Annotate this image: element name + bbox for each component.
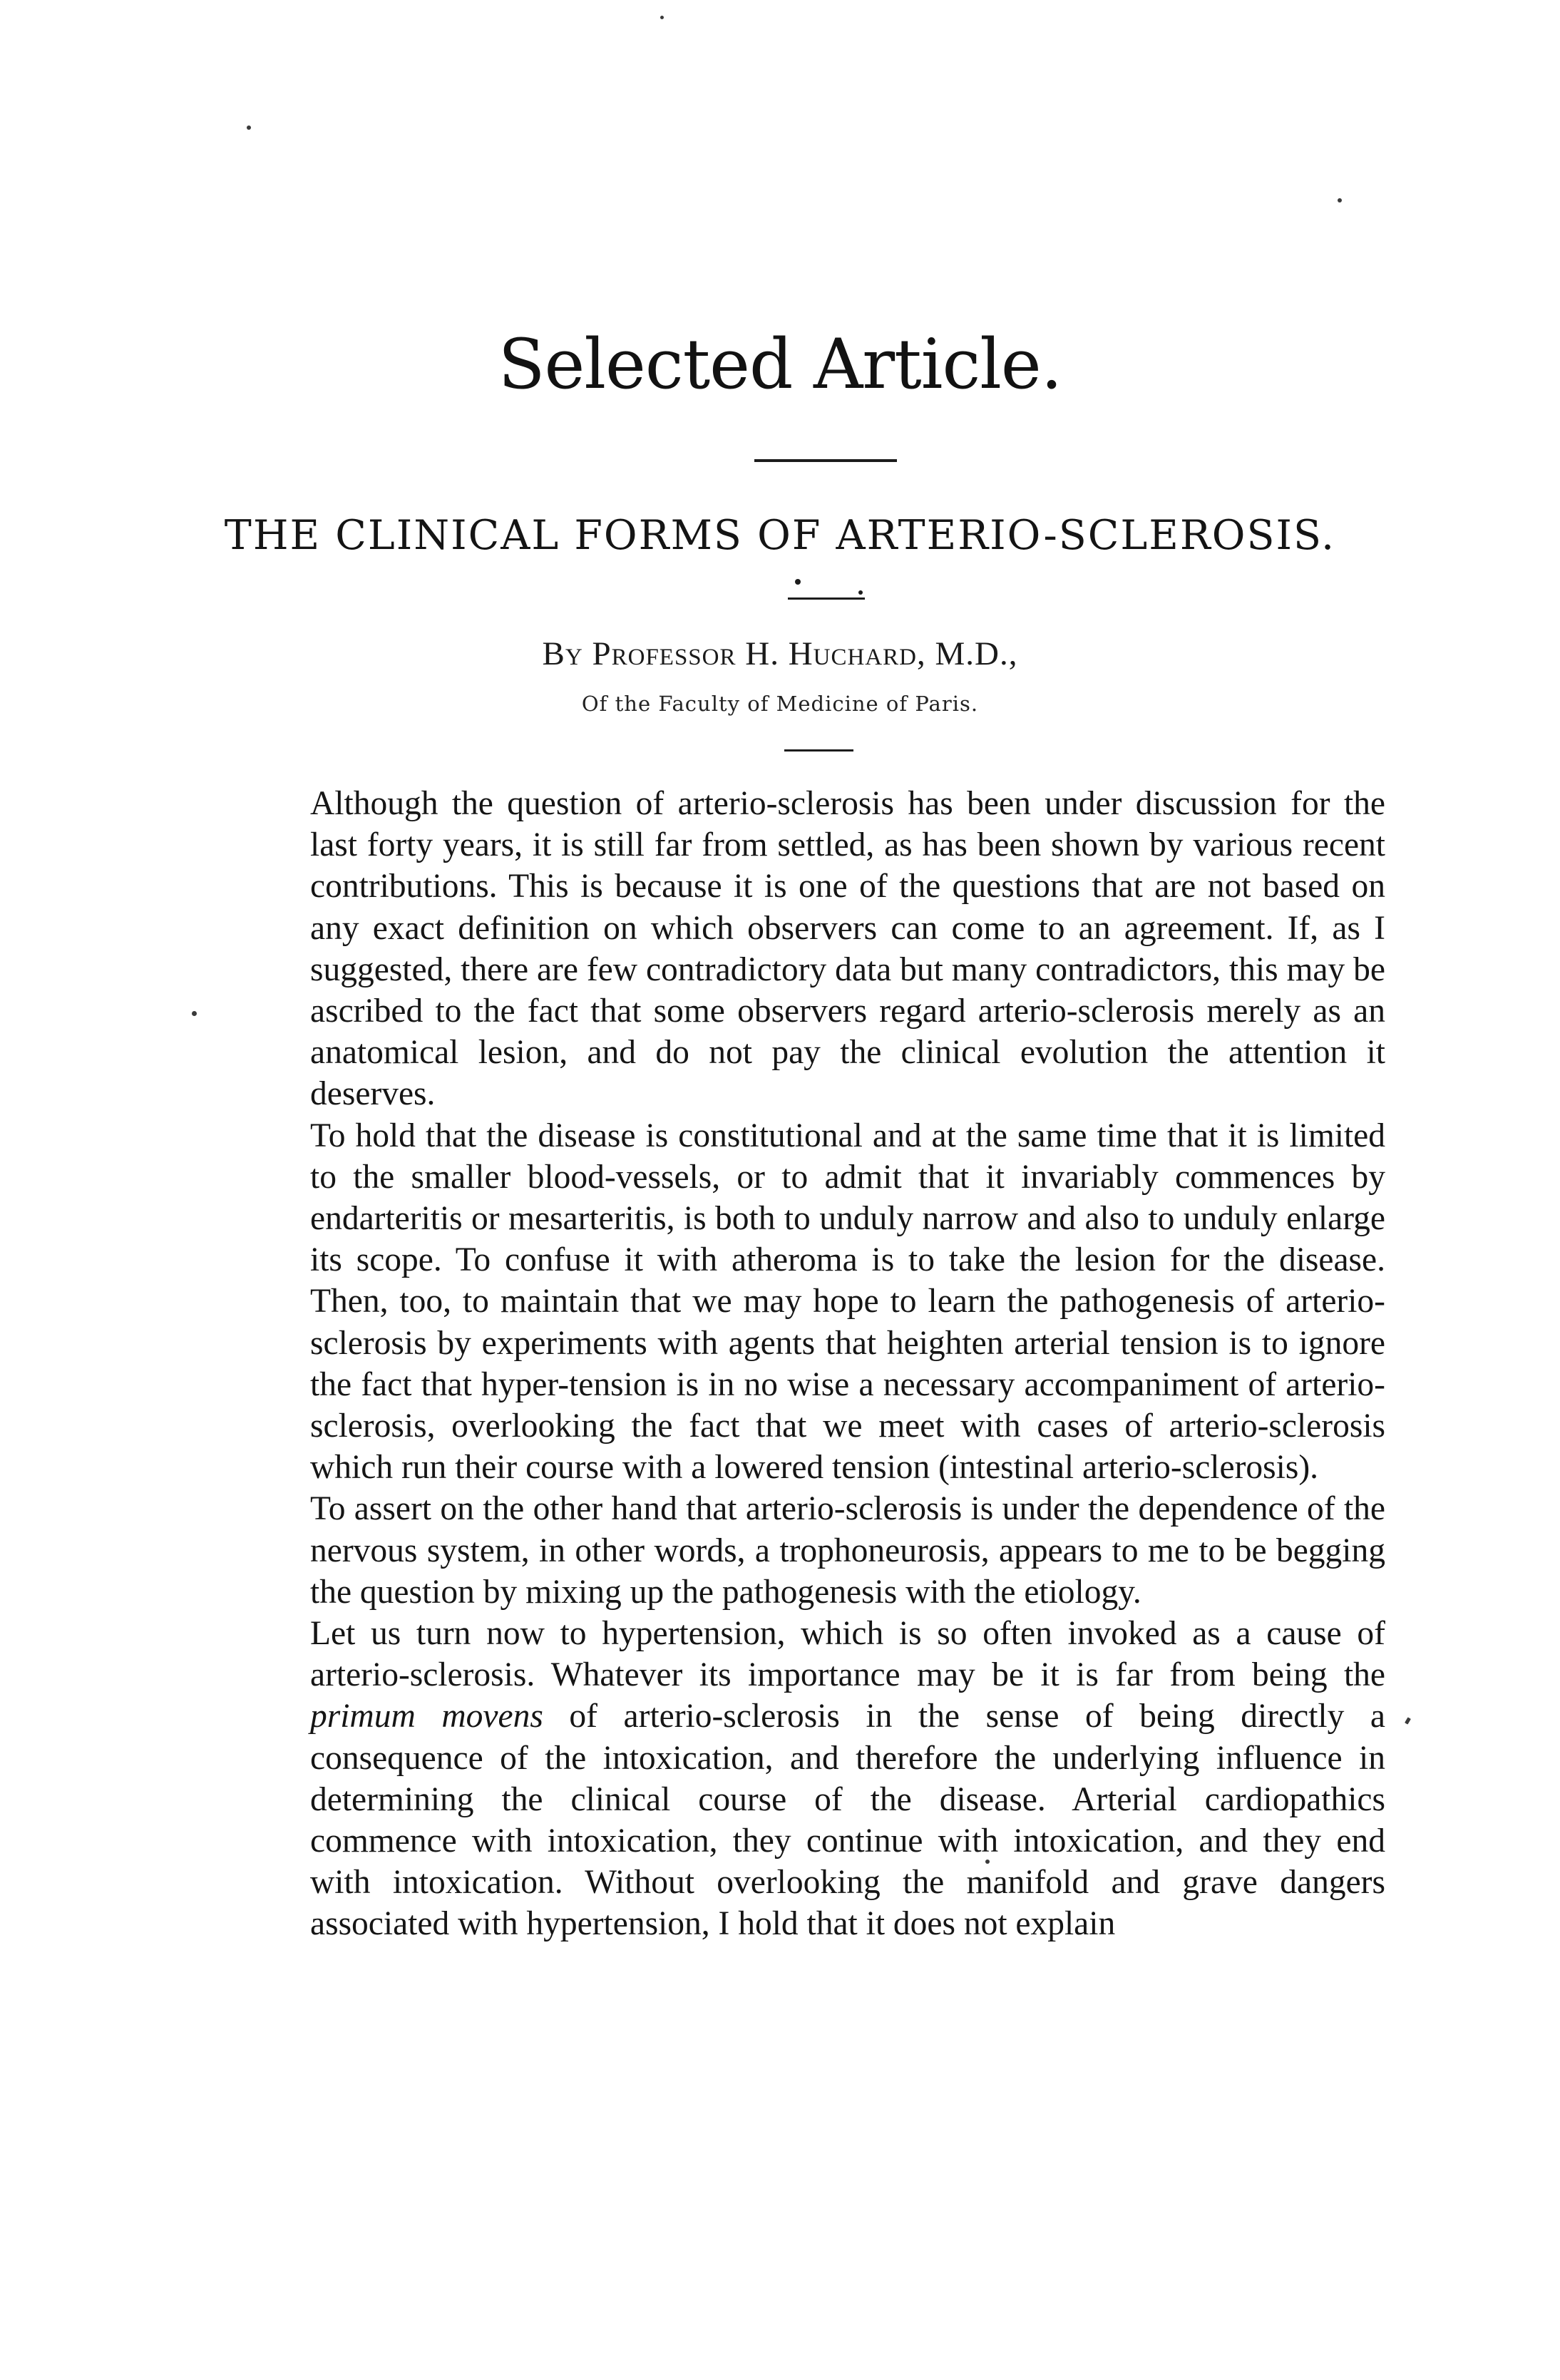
body-paragraph: To hold that the disease is constitutional and at the same time that it is limited to the smaller blood-vessels, or to admit that it invariably commences by endarteritis or mesarteritis, is both to unduly narrow and also to unduly enlarge its scope. To confuse it with atheroma is to take the lesion for the disease. Then, too, to maintain that we may hope to learn the pathogenesis of arterio-sclerosis by experiments with agents that heighten arterial tension is to ignore the fact that hyper-tension is in no wise a necessary accompaniment of arterio-sclerosis, overlooking the fact that we meet with cases of arterio-sclerosis which run their course with a lowered tension (intestinal arterio-sclerosis). — [310, 1117, 1385, 1487]
body-paragraph: Although the question of arterio-sclerosis has been under discussion for the last forty years, it is still far from settled, as has been shown by various recent contributions. This is because it is one of the questions that are not based on any exact definition on which observers can come to an agreement. If, as I suggested, there are few contradictory data but many contradictors, this may be ascribed to the fact that some observers regard arterio-sclerosis merely as an anatomical lesion, and do not pay the clinical evolution the attention it deserves. — [310, 785, 1385, 1113]
article-body — [310, 783, 1385, 1945]
body-paragraph: To assert on the other hand that arterio-sclerosis is under the dependence of the nervous system, in other words, a trophoneurosis, appears to me to be begging the question by mixing up the pathogenesis with the etiology. — [310, 1490, 1385, 1611]
paragraph-text: Let us turn now to hypertension, which is so often invoked as a cause of arterio-sclerosis. Whatever its importance may be it is far from being the — [310, 1615, 1385, 1694]
ornament-rule — [788, 597, 865, 600]
section-title: Selected Article. — [498, 324, 1062, 404]
scan-speck — [1338, 198, 1342, 202]
byline-rule — [784, 749, 853, 752]
article-title: THE CLINICAL FORMS OF ARTERIO-SCLEROSIS. — [224, 512, 1336, 559]
latin-phrase: primum movens — [310, 1698, 543, 1735]
ornament-dot — [858, 590, 863, 595]
paragraph-text: of arterio-sclerosis in the sense of being directly a consequence of the intoxication, and therefore the underlying influence in determining the clinical course of the disease. Arterial cardiopathics commence with intoxication, they continue with intoxication, and they end with intoxication. Without overlooking the manifold and grave dangers associated with hypertension, I hold that it does not explain — [310, 1698, 1386, 1943]
scan-speck — [247, 125, 251, 130]
scan-speck — [1405, 1717, 1411, 1724]
title-rule — [754, 459, 897, 462]
author-affiliation: Of the Faculty of Medicine of Paris. — [581, 692, 979, 716]
scan-speck — [660, 16, 664, 19]
scan-speck — [192, 1011, 197, 1016]
body-paragraph — [310, 1613, 1385, 1945]
byline: By Professor H. Huchard, M.D., — [542, 635, 1018, 672]
ornament-dot — [795, 579, 801, 585]
